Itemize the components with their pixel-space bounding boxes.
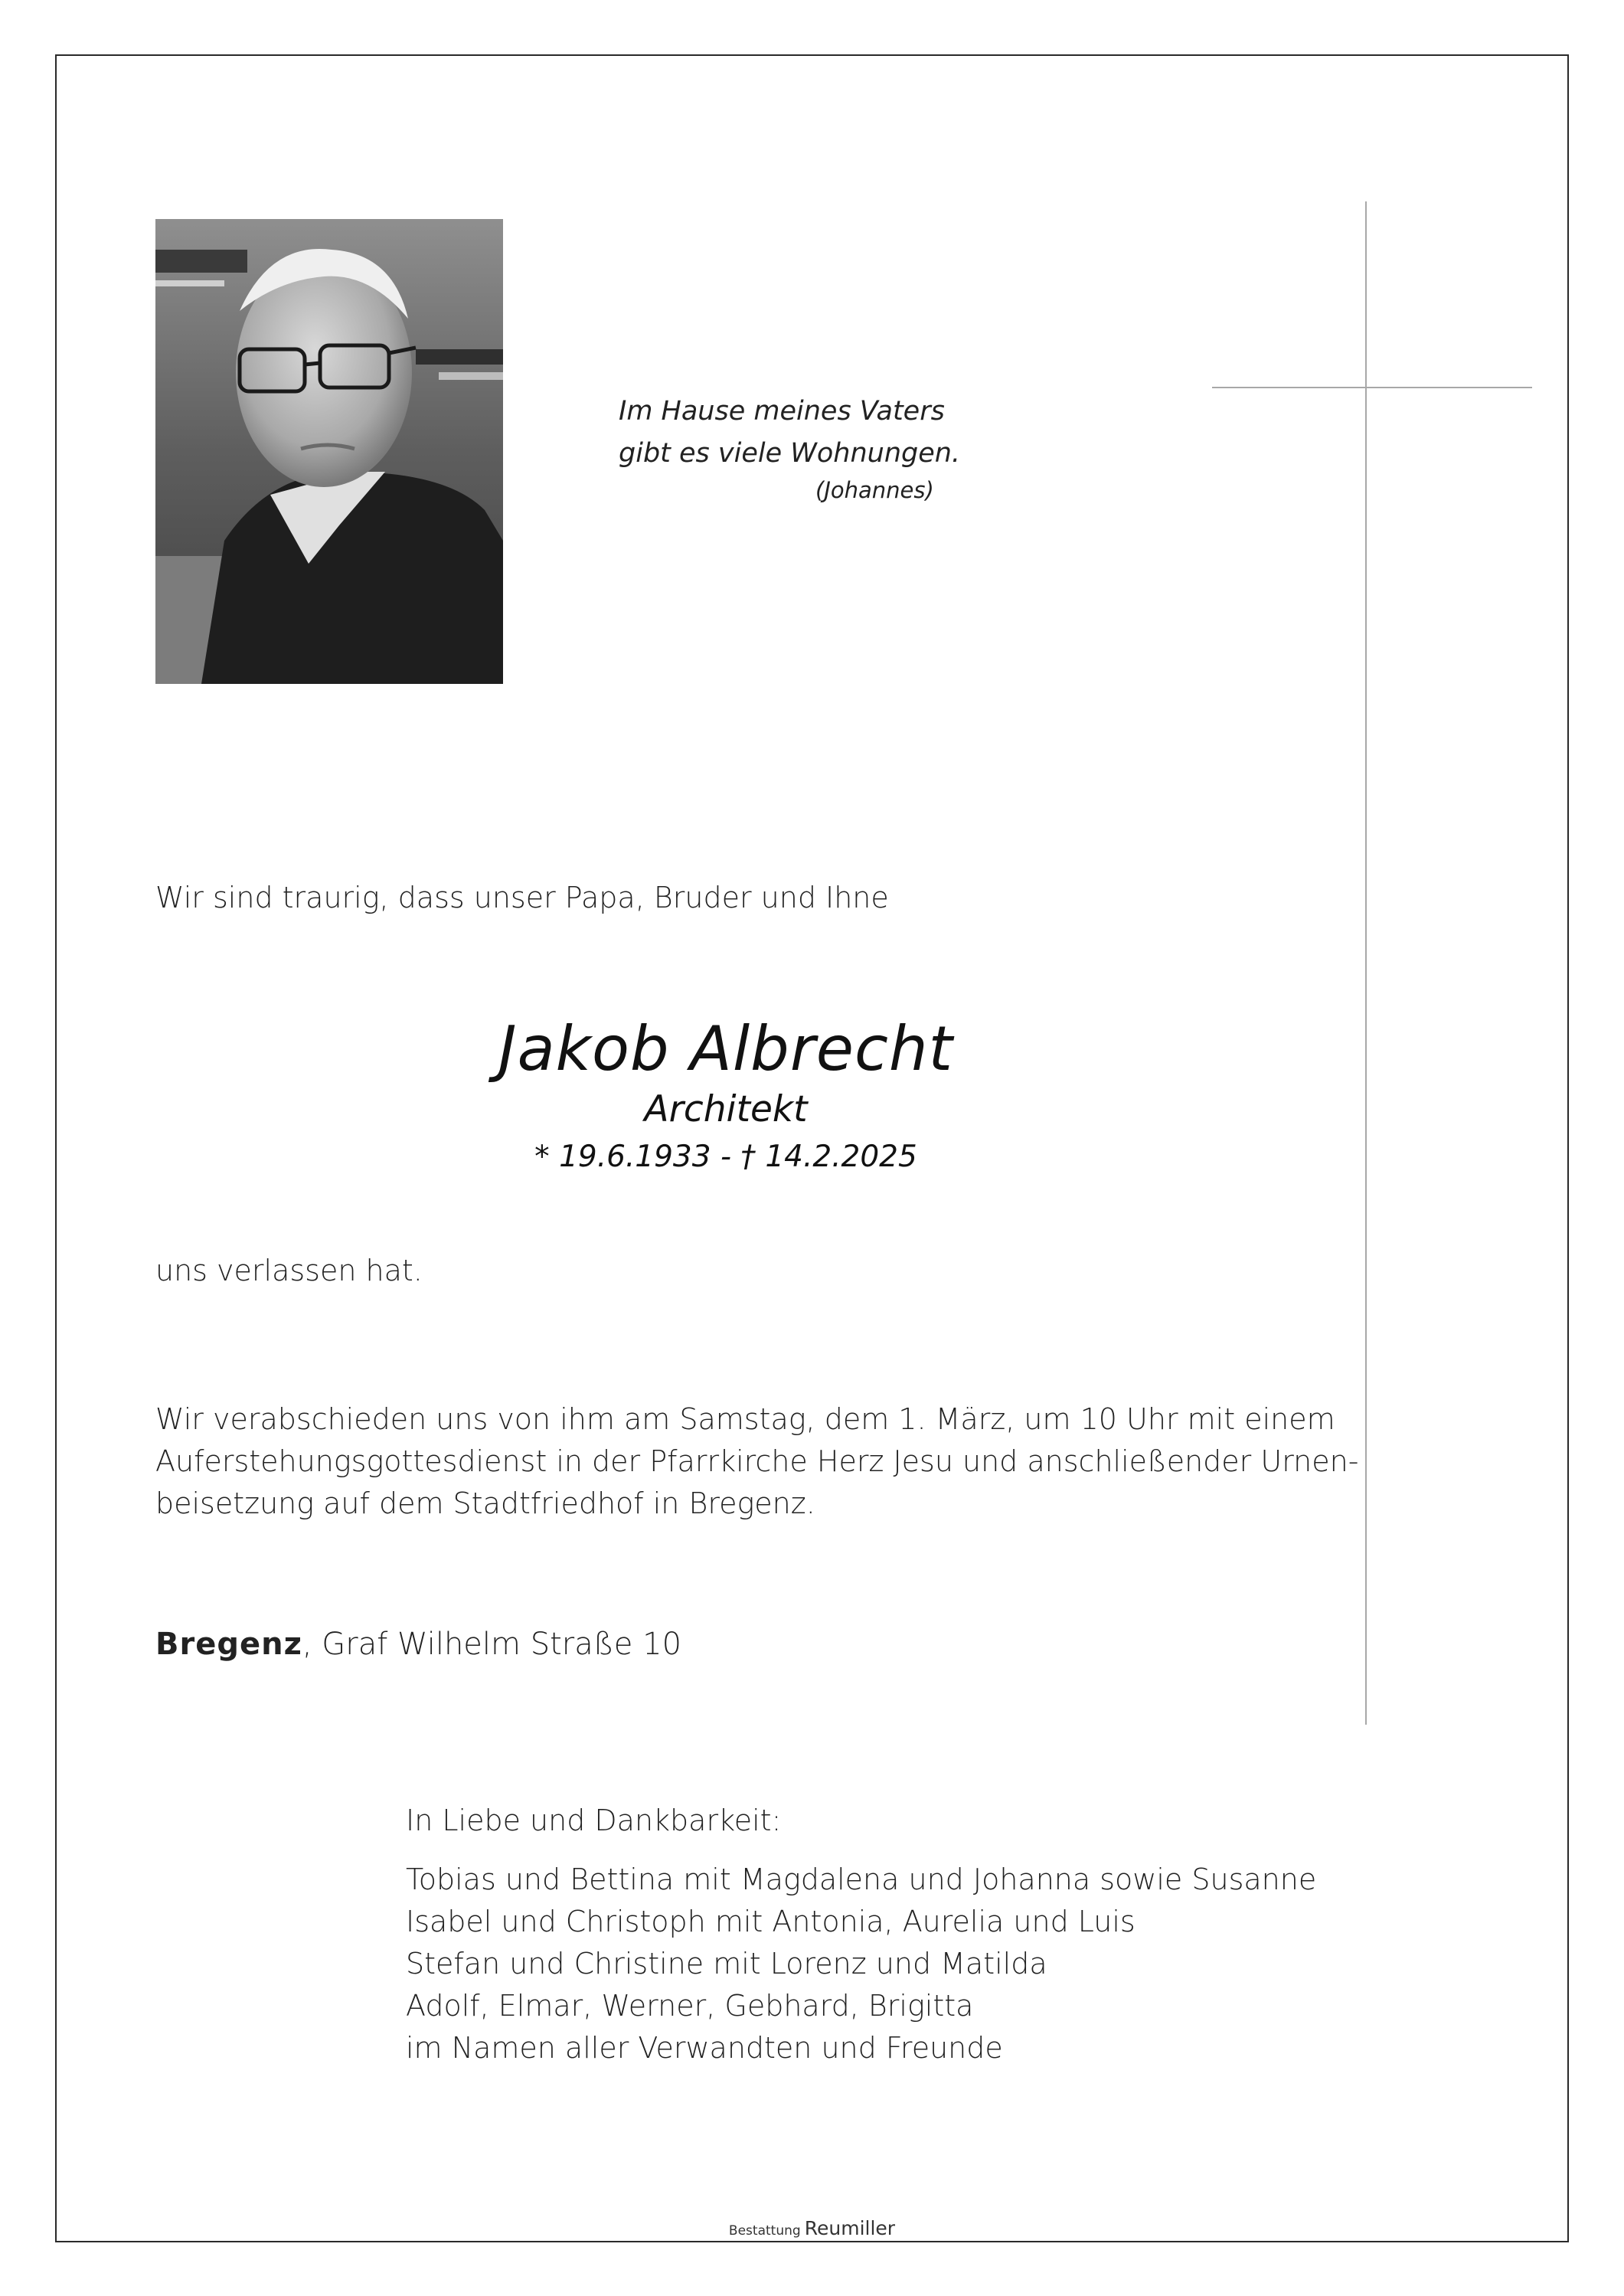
mourners-list (406, 1800, 1316, 2069)
address-city: Bregenz (155, 1627, 302, 1662)
funeral-home-credit (0, 2217, 1624, 2239)
outro-text: uns verlassen hat. (155, 1254, 423, 1287)
footer-company: Reumiller (804, 2217, 896, 2239)
mourner-line: Stefan und Christine mit Lorenz und Matilda (406, 1947, 1047, 1980)
bible-quote (619, 391, 960, 505)
mourner-line: Tobias und Bettina mit Magdalena und Johanna sowie Susanne (406, 1863, 1317, 1896)
mourners-lead: In Liebe und Dankbarkeit: (406, 1804, 782, 1837)
service-line-3: beisetzung auf dem Stadtfriedhof in Bregenz. (155, 1487, 815, 1520)
mourner-line: Isabel und Christoph mit Antonia, Aurelia und Luis (406, 1905, 1135, 1938)
portrait-photo (155, 219, 503, 684)
quote-line-2: gibt es viele Wohnungen. (619, 438, 961, 469)
family-address (155, 1627, 681, 1662)
service-line-2: Auferstehungsgottesdienst in der Pfarrkirche Herz Jesu und anschließender Urnen- (155, 1444, 1359, 1478)
quote-line-1: Im Hause meines Vaters (619, 396, 945, 427)
deceased-block (155, 1011, 1296, 1182)
cross-horizontal-line (1212, 387, 1532, 388)
mourner-line: Adolf, Elmar, Werner, Gebhard, Brigitta (406, 1989, 974, 2023)
deceased-name: Jakob Albrecht (498, 1013, 953, 1084)
intro-text: Wir sind traurig, dass unser Papa, Bruder und Ihne (155, 881, 889, 914)
mourner-line: im Namen aller Verwandten und Freunde (406, 2031, 1003, 2065)
funeral-service-text (155, 1398, 1359, 1525)
cross-vertical-line (1365, 201, 1367, 1725)
deceased-profession: Architekt (644, 1088, 808, 1130)
quote-source: (Johannes) (815, 477, 934, 503)
footer-prefix: Bestattung (728, 2223, 801, 2239)
address-street: , Graf Wilhelm Straße 10 (302, 1627, 682, 1662)
life-dates: * 19.6.1933 - † 14.2.2025 (534, 1140, 917, 1174)
service-line-1: Wir verabschieden uns von ihm am Samstag, dem 1. März, um 10 Uhr mit einem (155, 1402, 1335, 1436)
